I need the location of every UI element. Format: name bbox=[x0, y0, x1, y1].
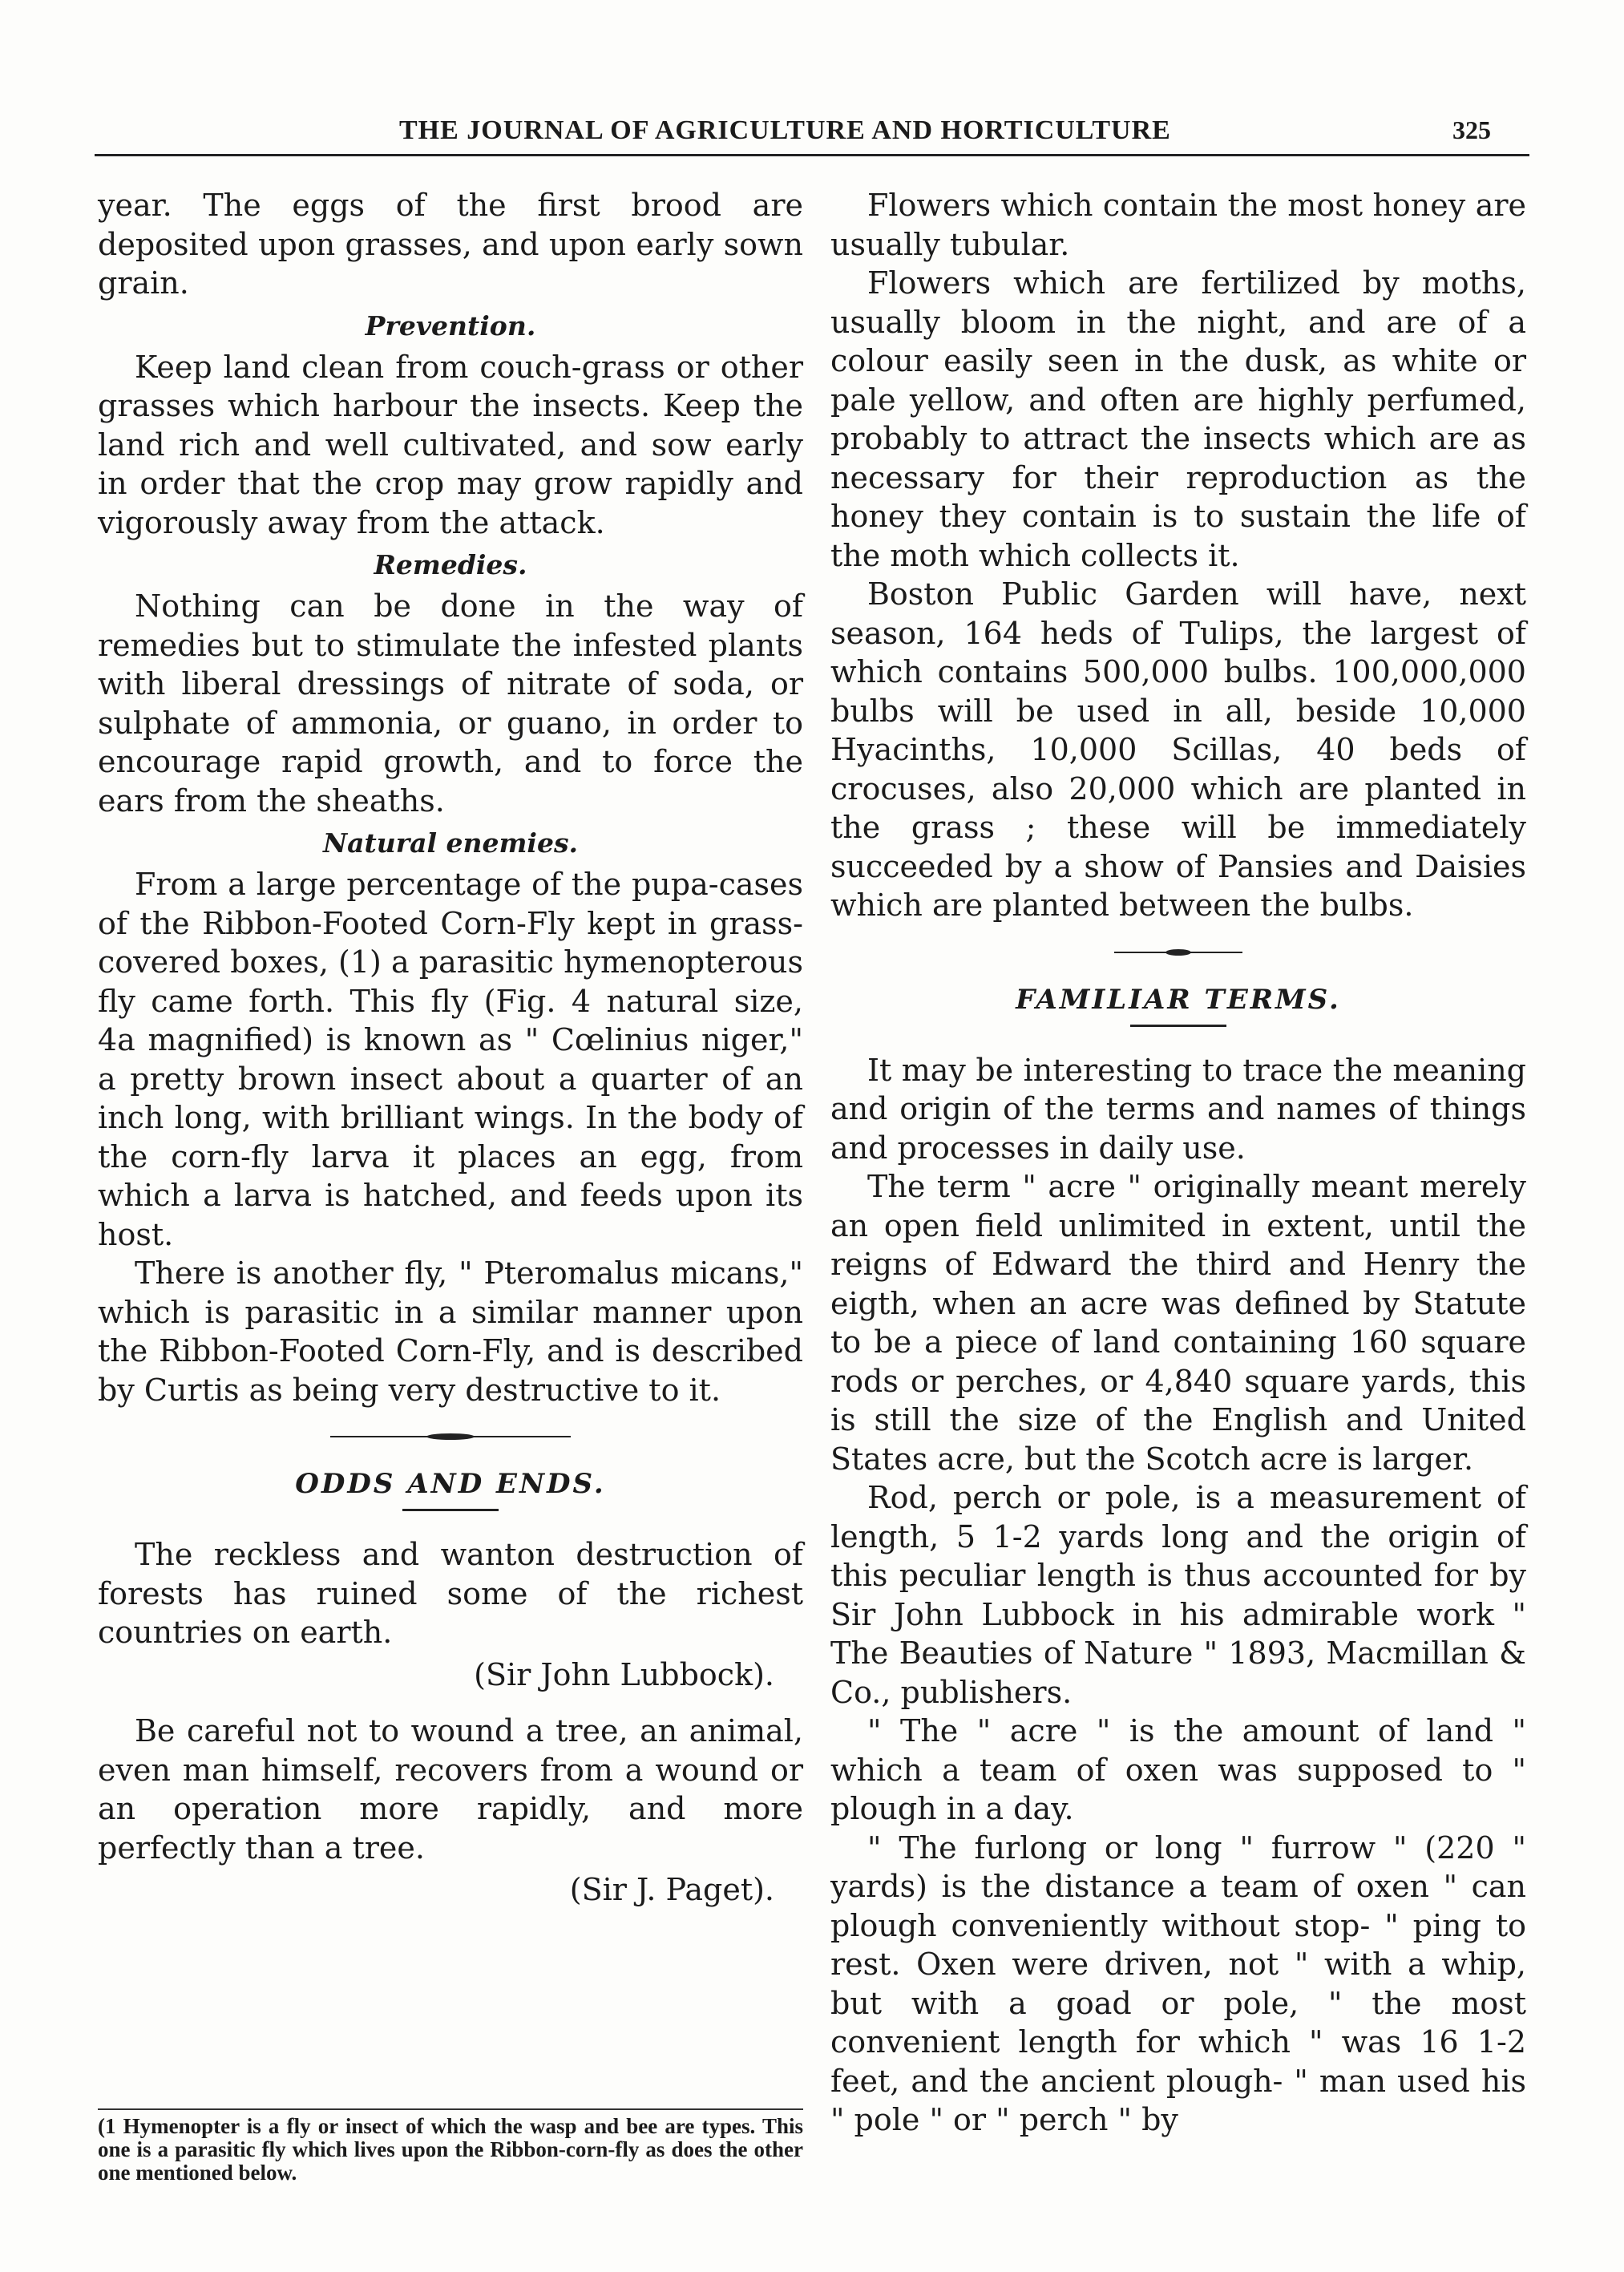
title-underline bbox=[1130, 1025, 1226, 1027]
familiar-terms-title: FAMILIAR TERMS. bbox=[1016, 983, 1341, 1016]
section-divider-ornament bbox=[330, 1432, 571, 1441]
boston-garden-paragraph: Boston Public Garden will have, next season, 164 heds of Tulips, the largest of which contains 500,000 bulbs. 100,000,000 bulbs will be used in all, beside 10,000 Hyacinths, 10,000 Scillas, 40 beds of crocuses, also 20,000 which are planted in the grass ; these will be immediately succeeded by a show of Pansies and Daisies which are planted between the bulbs. bbox=[830, 576, 1526, 923]
left-column bbox=[98, 186, 803, 1927]
honey-paragraph: Flowers which contain the most honey are usually tubular. bbox=[830, 188, 1526, 262]
odds-and-ends-title: ODDS AND ENDS. bbox=[295, 1468, 606, 1500]
remedies-heading: Remedies. bbox=[374, 549, 527, 580]
running-header bbox=[95, 112, 1529, 156]
acre-quote-paragraph: " The " acre " is the amount of land " which a team of oxen was supposed to " plough in a day. bbox=[830, 1713, 1526, 1826]
right-column bbox=[830, 186, 1526, 2140]
prevention-heading: Prevention. bbox=[365, 309, 536, 342]
odds-paragraph-tree: Be careful not to wound a tree, an animal, even man himself, recovers from a wound or an operation more rapidly, and more perfectly than a tree. bbox=[98, 1713, 803, 1866]
moths-paragraph: Flowers which are fertilized by moths, usually bloom in the night, and are of a colour easily seen in the dusk, as white or pale yellow, and often are highly perfumed, probably to attract the insects which are as necessary for their reproduction as the honey they contain is to sustain the life of the moth which collects it. bbox=[830, 265, 1526, 573]
section-divider-ornament bbox=[1114, 948, 1242, 957]
rod-perch-paragraph: Rod, perch or pole, is a measurement of length, 5 1-2 yards long and the origin of this peculiar length is thus accounted for by Sir John Lubbock in his admirable work " The Beauties of Nature " 1893, Macmillan & Co., publishers. bbox=[830, 1480, 1526, 1710]
prevention-paragraph: Keep land clean from couch-grass or other grasses which harbour the insects. Keep the land rich and well cultivated, and sow early in order that the crop may grow rapidly and vigorously away from the attack. bbox=[98, 349, 803, 540]
attribution-paget: (Sir J. Paget). bbox=[569, 1872, 774, 1907]
continued-paragraph: year. The eggs of the first brood are deposited upon grasses, and upon early sown grain. bbox=[98, 188, 803, 301]
page-number: 325 bbox=[1452, 115, 1491, 144]
footnote: (1 Hymenopter is a fly or insect of which the wasp and bee are types. This one is a parasitic fly which lives upon the Ribbon-corn-fly as does the other one mentioned below. bbox=[98, 2108, 803, 2185]
journal-title: THE JOURNAL OF AGRICULTURE AND HORTICULTURE bbox=[399, 115, 1171, 145]
remedies-paragraph: Nothing can be done in the way of remedies but to stimulate the infested plants with liberal dressings of nitrate of soda, or sulphate of ammonia, or guano, in order to encourage rapid growth, and to force the ears from the sheaths. bbox=[98, 588, 803, 819]
pteromalus-paragraph: There is another fly, " Pteromalus micans," which is parasitic in a similar manner upon the Ribbon-Footed Corn-Fly, and is described by Curtis as being very destructive to it. bbox=[98, 1255, 803, 1408]
attribution-lubbock: (Sir John Lubbock). bbox=[474, 1656, 774, 1692]
odds-paragraph-forests: The reckless and wanton destruction of forests has ruined some of the richest countries on earth. bbox=[98, 1537, 803, 1650]
natural-enemies-paragraph: From a large percentage of the pupa-cases of the Ribbon-Footed Corn-Fly kept in grass-covered boxes, (1) a parasitic hymenopterous fly came forth. This fly (Fig. 4 natural size, 4a magnified) is known as " Cœlinius niger," a pretty brown insect about a quarter of an inch long, with brilliant wings. In the body of the corn-fly larva it places an egg, from which a larva is hatched, and feeds upon its host. bbox=[98, 867, 803, 1252]
familiar-intro-paragraph: It may be interesting to trace the meaning and origin of the terms and names of things and processes in daily use. bbox=[830, 1052, 1526, 1166]
natural-enemies-heading: Natural enemies. bbox=[322, 827, 579, 859]
acre-paragraph: The term " acre " originally meant merely an open field unlimited in extent, until the reigns of Edward the third and Henry the eigth, when an acre was defined by Statute to be a piece of land containing 160 square rods or perches, or 4,840 square yards, this is still the size of the English and United States acre, but the Scotch acre is larger. bbox=[830, 1169, 1526, 1477]
furlong-quote-paragraph: " The furlong or long " furrow " (220 " yards) is the distance a team of oxen " can plough conveniently without stop- " ping to rest. Oxen were driven, not " with a whip, but with a goad or pole, " the most convenient length for which " was 16 1-2 feet, and the ancient plough- " man used his " pole " or " perch " by bbox=[830, 1829, 1526, 2137]
title-underline bbox=[402, 1509, 499, 1511]
